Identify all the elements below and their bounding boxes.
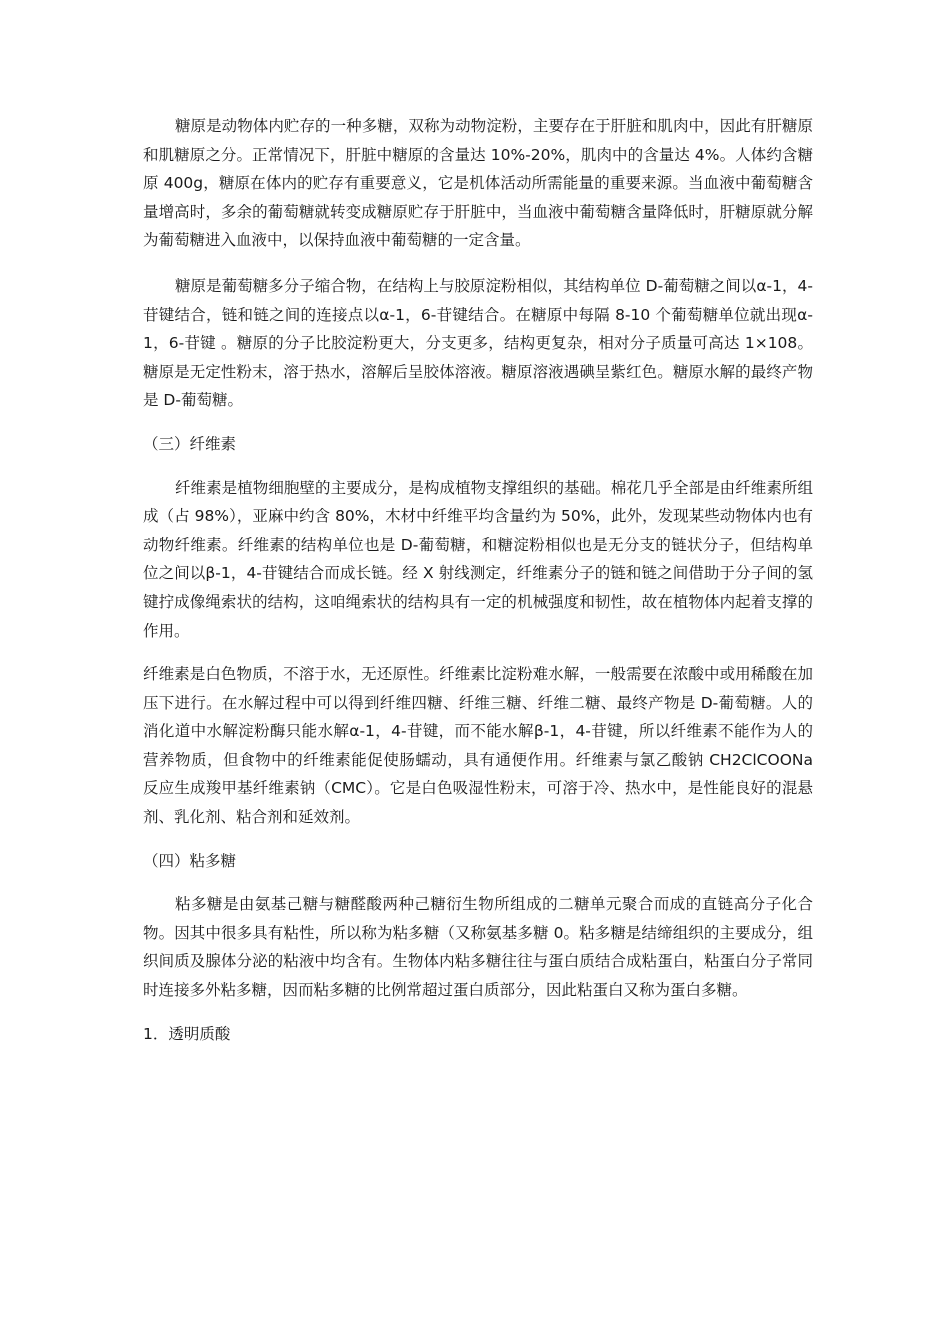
paragraph-cellulose-properties: 纤维素是白色物质，不溶于水，无还原性。纤维素比淀粉难水解，一般需要在浓酸中或用稀酸在加压下进行。在水解过程中可以得到纤维四糖、纤维三糖、纤维二糖、最终产物是 D-葡萄糖。人的消化道中水解淀粉酶只能水解α-1，4-苷键，而不能水解β-1，4-苷键，所以纤维素不能作为人的营养物质，但食物中的纤维素能促使肠蠕动，具有通便作用。纤维素与氯乙酸钠 CH2ClCOONa 反应生成羧甲基纤维素钠（CMC）。它是白色吸湿性粉末，可溶于冷、热水中，是性能良好的混悬剂、乳化剂、粘合剂和延效剂。 <box>143 665 813 827</box>
paragraph-mucopolysaccharide: 粘多糖是由氨基己糖与糖醛酸两种己糖衍生物所组成的二糖单元聚合而成的直链高分子化合物。因其中很多具有粘性，所以称为粘多糖（又称氨基多糖 0。粘多糖是结缔组织的主要成分，组织间质及腺体分泌的粘液中均含有。生物体内粘多糖往往与蛋白质结合成粘蛋白，粘蛋白分子常同时连接多外粘多糖，因而粘多糖的比例常超过蛋白质部分，因此粘蛋白又称为蛋白多糖。 <box>143 895 813 1000</box>
paragraph-cellulose-intro: 纤维素是植物细胞壁的主要成分，是构成植物支撑组织的基础。棉花几乎全部是由纤维素所组成（占 98%），亚麻中约含 80%，木材中纤维平均含量约为 50%，此外，发现某些动物体内也有动物纤维素。纤维素的结构单位也是 D-葡萄糖，和糖淀粉相似也是无分支的链状分子，但结构单位之间以β-1，4-苷键结合而成长链。经 X 射线测定，纤维素分子的链和链之间借助于分子间的氢键拧成像绳索状的结构，这咱绳索状的结构具有一定的机械强度和韧性，故在植物体内起着支撑的作用。 <box>143 478 813 640</box>
document-page <box>143 112 813 1048</box>
section-heading-mucopolysaccharide: （四）粘多糖 <box>143 851 237 870</box>
paragraph-glycogen-structure: 糖原是葡萄糖多分子缩合物，在结构上与胶原淀粉相似，其结构单位 D-葡萄糖之间以α-1，4-苷键结合，链和链之间的连接点以α-1，6-苷键结合。在糖原中每隔 8-10 个葡萄糖单位就出现α-1，6-苷键 。糖原的分子比胶淀粉更大，分支更多，结构更复杂，相对分子质量可高达 1×108。糖原是无定性粉末，溶于热水，溶解后呈胶体溶液。糖原溶液遇碘呈紫红色。糖原水解的最终产物是 D-葡萄糖。 <box>143 276 813 410</box>
subsection-heading-hyaluronic-acid: 1．透明质酸 <box>143 1024 231 1043</box>
paragraph-glycogen-intro: 糖原是动物体内贮存的一种多糖，双称为动物淀粉，主要存在于肝脏和肌肉中，因此有肝糖原和肌糖原之分。正常情况下，肝脏中糖原的含量达 10%-20%，肌肉中的含量达 4%。人体约含糖原 400g，糖原在体内的贮存有重要意义，它是机体活动所需能量的重要来源。当血液中葡萄糖含量增高时，多余的葡萄糖就转变成糖原贮存于肝脏中，当血液中葡萄糖含量降低时，肝糖原就分解为葡萄糖进入血液中，以保持血液中葡萄糖的一定含量。 <box>143 117 813 250</box>
section-heading-cellulose: （三）纤维素 <box>143 434 237 453</box>
